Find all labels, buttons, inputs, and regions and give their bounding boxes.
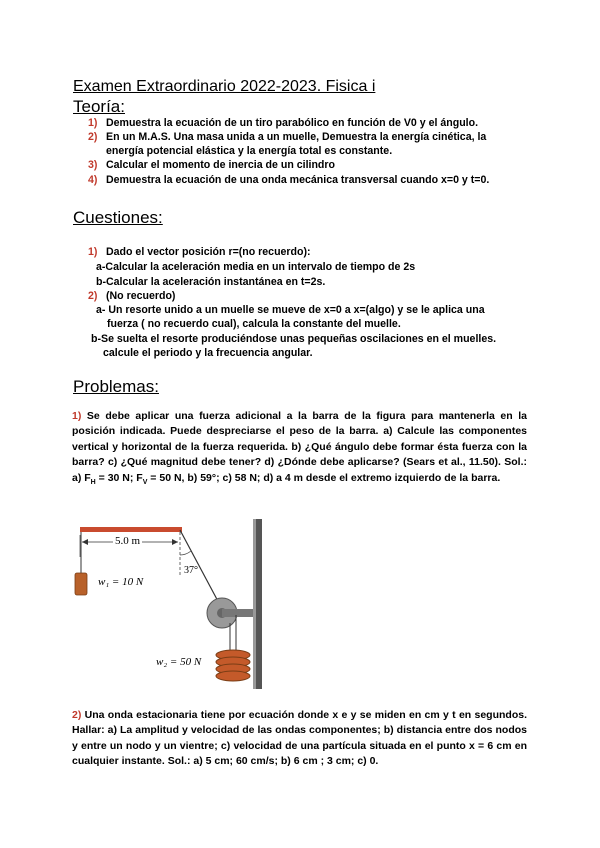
teoria-item-text: En un M.A.S. Una masa unida a un muelle, Demuestra la energía cinética, la [106,131,487,143]
distance-label: 5.0 m [115,535,141,547]
cuestion-2b-line1: b-Se suelta el resorte produciéndose unas pequeñas oscilaciones en el muelles. [91,333,497,345]
w1-label: w₁ = 10 N [98,576,144,588]
cuestion-2b-line2: calcule el periodo y la frecuencia angular. [103,347,313,359]
cuestion-2 [88,290,175,303]
exam-title: Examen Extraordinario 2022-2023. Fisica i [73,78,376,95]
teoria-item-number: 1) [88,117,98,129]
teoria-item-text: Calcular el momento de inercia de un cilindro [106,159,335,171]
problema-number: 1) [72,410,82,422]
teoria-item-text: Demuestra la ecuación de un tiro parabólico en función de V0 y el ángulo. [106,117,479,129]
cuestion-2a-line2: fuerza ( no recuerdo cual), calcula la constante del muelle. [107,318,401,330]
teoria-item-number: 2) [88,131,98,143]
subscript-v: V [142,478,148,486]
cuestion-2a-line1: a- Un resorte unido a un muelle se mueve de x=0 a x=(algo) y se le aplica una [96,304,485,316]
teoria-item-number: 4) [88,174,98,186]
teoria-heading: Teoría: [73,97,125,116]
problema-1-text-b: = 30 N; F [95,471,143,484]
wall-edge [253,519,256,689]
subscript-h: H [90,478,96,486]
problema-number: 2) [72,709,82,721]
cuestion-1 [88,246,311,259]
cuestion-number: 2) [88,290,98,302]
teoria-item-number: 3) [88,159,98,171]
teoria-item-3 [88,159,335,172]
arrow-head-left [82,539,88,545]
problema-2-text: Una onda estacionaria tiene por ecuación donde x e y se miden en cm y t en segundos. Hallar: a) La amplitud y velocidad de las ondas componentes; b) distancia entre dos nodos y entre un nodo y un vientre; c) velocidad de una partícula situada en el punto x = 6 cm en cualquier instante. Sol.: a) 5 cm; 60 cm/s; b) 6 cm ; 3 cm; c) 0. [72,709,528,768]
angle-label: 37° [184,565,198,576]
angle-arc [180,551,191,555]
disc-4 [216,671,250,681]
problema-1-text-c: = 50 N, b) 59°; c) 58 N; d) a 4 m desde el extremo izquierdo de la barra. [147,471,501,484]
teoria-item-2-line2: energía potencial elástica y la energía total es constante. [106,145,393,157]
pulley-bracket [222,609,253,617]
teoria-item-1 [88,117,478,130]
problema-1-text-a: Se debe aplicar una fuerza adicional a la barra de la figura para mantenerla en la posición indicada. Puede despreciarse el peso de la barra. a) Calcule las componentes vertical y horizontal de la fuerza requerida. b) ¿Qué ángulo debe formar ésta fuerza con la barra? c) ¿Qué magnitud debe tener? d) ¿Dónde debe aplicarse? (Sears et al., 11.50). Sol.: a) F [72,410,527,484]
bar [80,527,182,532]
teoria-item-4 [88,174,489,187]
teoria-item-text: Demuestra la ecuación de una onda mecánica transversal cuando x=0 y t=0. [106,174,490,186]
problema-2 [72,708,527,770]
w2-label: w₂ = 50 N [156,656,202,668]
cuestion-1a: a-Calcular la aceleración media en un intervalo de tiempo de 2s [96,261,416,273]
cuestiones-heading: Cuestiones: [73,208,163,227]
arrow-head-right [172,539,178,545]
teoria-item-2 [88,131,486,144]
problema-1 [72,409,527,490]
cuestion-text: (No recuerdo) [106,290,176,302]
cuestion-1b: b-Calcular la aceleración instantánea en t=2s. [96,276,326,288]
cuestion-number: 1) [88,246,98,258]
wall [256,519,262,689]
weight-1 [75,573,87,595]
cuestion-text: Dado el vector posición r=(no recuerdo): [106,246,311,258]
problemas-heading: Problemas: [73,377,159,396]
